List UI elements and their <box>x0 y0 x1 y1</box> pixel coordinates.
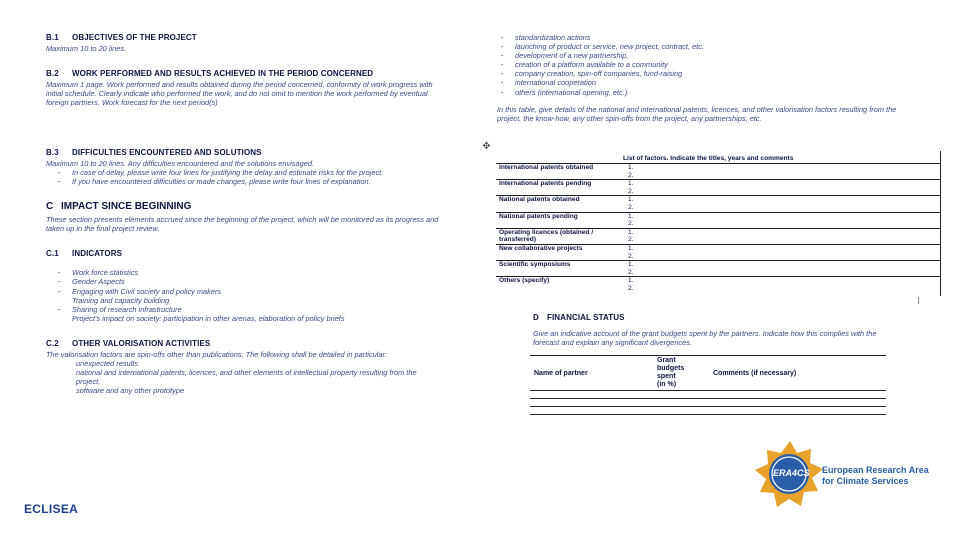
c1-heading: C.1 INDICATORS <box>46 249 123 259</box>
list-item: - creation of a platform available to a community <box>503 60 917 69</box>
brand-logo-text: ECLISEA <box>24 502 79 516</box>
row-label: Scientific symposiums <box>496 261 620 277</box>
table-border <box>940 151 941 296</box>
table-row: Scientific symposiums 1. 2. <box>496 261 941 277</box>
list-item: - Engaging with Civil society and policy makers <box>60 287 442 296</box>
c2-items <box>46 359 442 395</box>
table-row <box>530 391 886 399</box>
move-handle-icon[interactable]: ✥ <box>482 141 491 152</box>
valorisation-list <box>497 33 917 97</box>
b1-body: Maximum 10 to 20 lines. <box>46 44 127 54</box>
table-header-row <box>530 356 886 391</box>
c2-body: The valorisation factors are spin-offs other than publications. The following shall be detailed in particular: <box>46 349 387 359</box>
row-label: International patents pending <box>496 180 620 196</box>
c1-sub-1 <box>46 296 442 305</box>
list-item: - development of a new partnership, <box>503 51 917 60</box>
b2-body: Maximum 1 page. Work performed and results obtained during the period concerned, conformity of work progress with initial schedule. Clearly indicate who performed the work, and do not omit to mention the work performed by eventual foreign partners. Work forecast for the next period(s) <box>46 80 433 108</box>
row-label: New collaborative projects <box>496 244 620 260</box>
left-column <box>46 33 442 395</box>
table-row: Others (specify) 1. 2. <box>496 277 941 293</box>
list-item: Project's impact on society: participation in other arenas, elaboration of policy briefs <box>72 313 345 323</box>
list-item: - others (international opening, etc.). <box>503 88 917 97</box>
table-row: New collaborative projects 1. 2. <box>496 244 941 260</box>
c-heading: C IMPACT SINCE BEGINNING <box>46 200 192 212</box>
table-header: List of factors. Indicate the titles, years and comments <box>620 151 941 164</box>
d-section <box>533 313 887 347</box>
table-row: International patents pending 1. 2. <box>496 180 941 196</box>
c1-sub-2 <box>46 314 442 323</box>
divider <box>918 297 919 304</box>
list-item: - Sharing of research infrastructure <box>60 305 442 314</box>
table-row: International patents obtained 1. 2. <box>496 164 941 180</box>
right-column <box>497 33 917 123</box>
col-comments: Comments (if necessary) <box>709 356 886 391</box>
c1-bullet-4 <box>46 305 442 314</box>
col-partner: Name of partner <box>530 356 653 391</box>
b1-heading: B.1 OBJECTIVES OF THE PROJECT <box>46 33 197 42</box>
d-body: Give an indicative account of the grant budgets spent by the partners. Indicate how this complies with the forecast and explain any significant divergences. <box>533 329 877 347</box>
c-body: These section presents elements accrued since the beginning of the project, which will be monitored as its progress and taken up in the final project review. <box>46 215 439 234</box>
table-row <box>530 399 886 407</box>
list-item: - In case of delay, please write four lines for justifying the delay and estimate risks for the project. <box>60 168 442 177</box>
table-note: In this table, give details of the national and international patents, licences, and other valorisation factors resulting from the project, the know-how, any other spin-offs from the project, any partnerships, etc. <box>497 104 897 123</box>
finance-table <box>530 355 886 415</box>
list-item: - international cooperation <box>503 78 917 87</box>
row-label: National patents obtained <box>496 196 620 212</box>
b3-body: Maximum 10 to 20 lines. Any difficulties encountered and the solutions envisaged. <box>46 158 314 168</box>
row-label: National patents pending <box>496 212 620 228</box>
list-item: - standardization actions <box>503 33 917 42</box>
list-item: Training and capacity building <box>72 295 170 305</box>
c1-bullets <box>46 268 442 295</box>
c2-heading: C.2 OTHER VALORISATION ACTIVITIES <box>46 338 211 348</box>
list-item: unexpected results <box>76 359 139 369</box>
b3-heading: B.3 DIFFICULTIES ENCOUNTERED AND SOLUTIONS <box>46 147 262 157</box>
list-item: - If you have encountered difficulties or made changes, please write four lines of explanation. <box>60 177 442 186</box>
b3-bullets <box>46 168 442 186</box>
row-label: Others (specify) <box>499 277 550 285</box>
list-item: national and international patents, licences, and other elements of intellectual property resulting from the project, <box>76 368 417 387</box>
logo-tagline: European Research Area for Climate Services <box>822 465 929 486</box>
table-row <box>530 407 886 415</box>
row-label: International patents obtained <box>496 164 620 180</box>
row-label: Operating licences (obtained / transferred) <box>496 228 620 244</box>
table-header-row <box>496 151 941 164</box>
list-item: - Gender Aspects <box>60 277 442 286</box>
table-row: National patents pending 1. 2. <box>496 212 941 228</box>
list-item: - launching of product or service, new project, contract, etc. <box>503 42 917 51</box>
d-heading: D FINANCIAL STATUS <box>533 313 625 322</box>
b2-heading: B.2 WORK PERFORMED AND RESULTS ACHIEVED IN THE PERIOD CONCERNED <box>46 69 374 79</box>
col-budget: Grant budgets spent (in %) <box>653 356 709 391</box>
list-item: - Work force statistics <box>60 268 442 277</box>
list-item: - company creation, spin-off companies, fund-raising <box>503 69 917 78</box>
list-item: software and any other prototype <box>76 386 185 396</box>
logo-badge-text: ERA4CS <box>773 468 810 478</box>
patents-table <box>496 151 941 293</box>
table-row: Operating licences (obtained / transferred) 1. 2. <box>496 228 941 244</box>
table-row: National patents obtained 1. 2. <box>496 196 941 212</box>
